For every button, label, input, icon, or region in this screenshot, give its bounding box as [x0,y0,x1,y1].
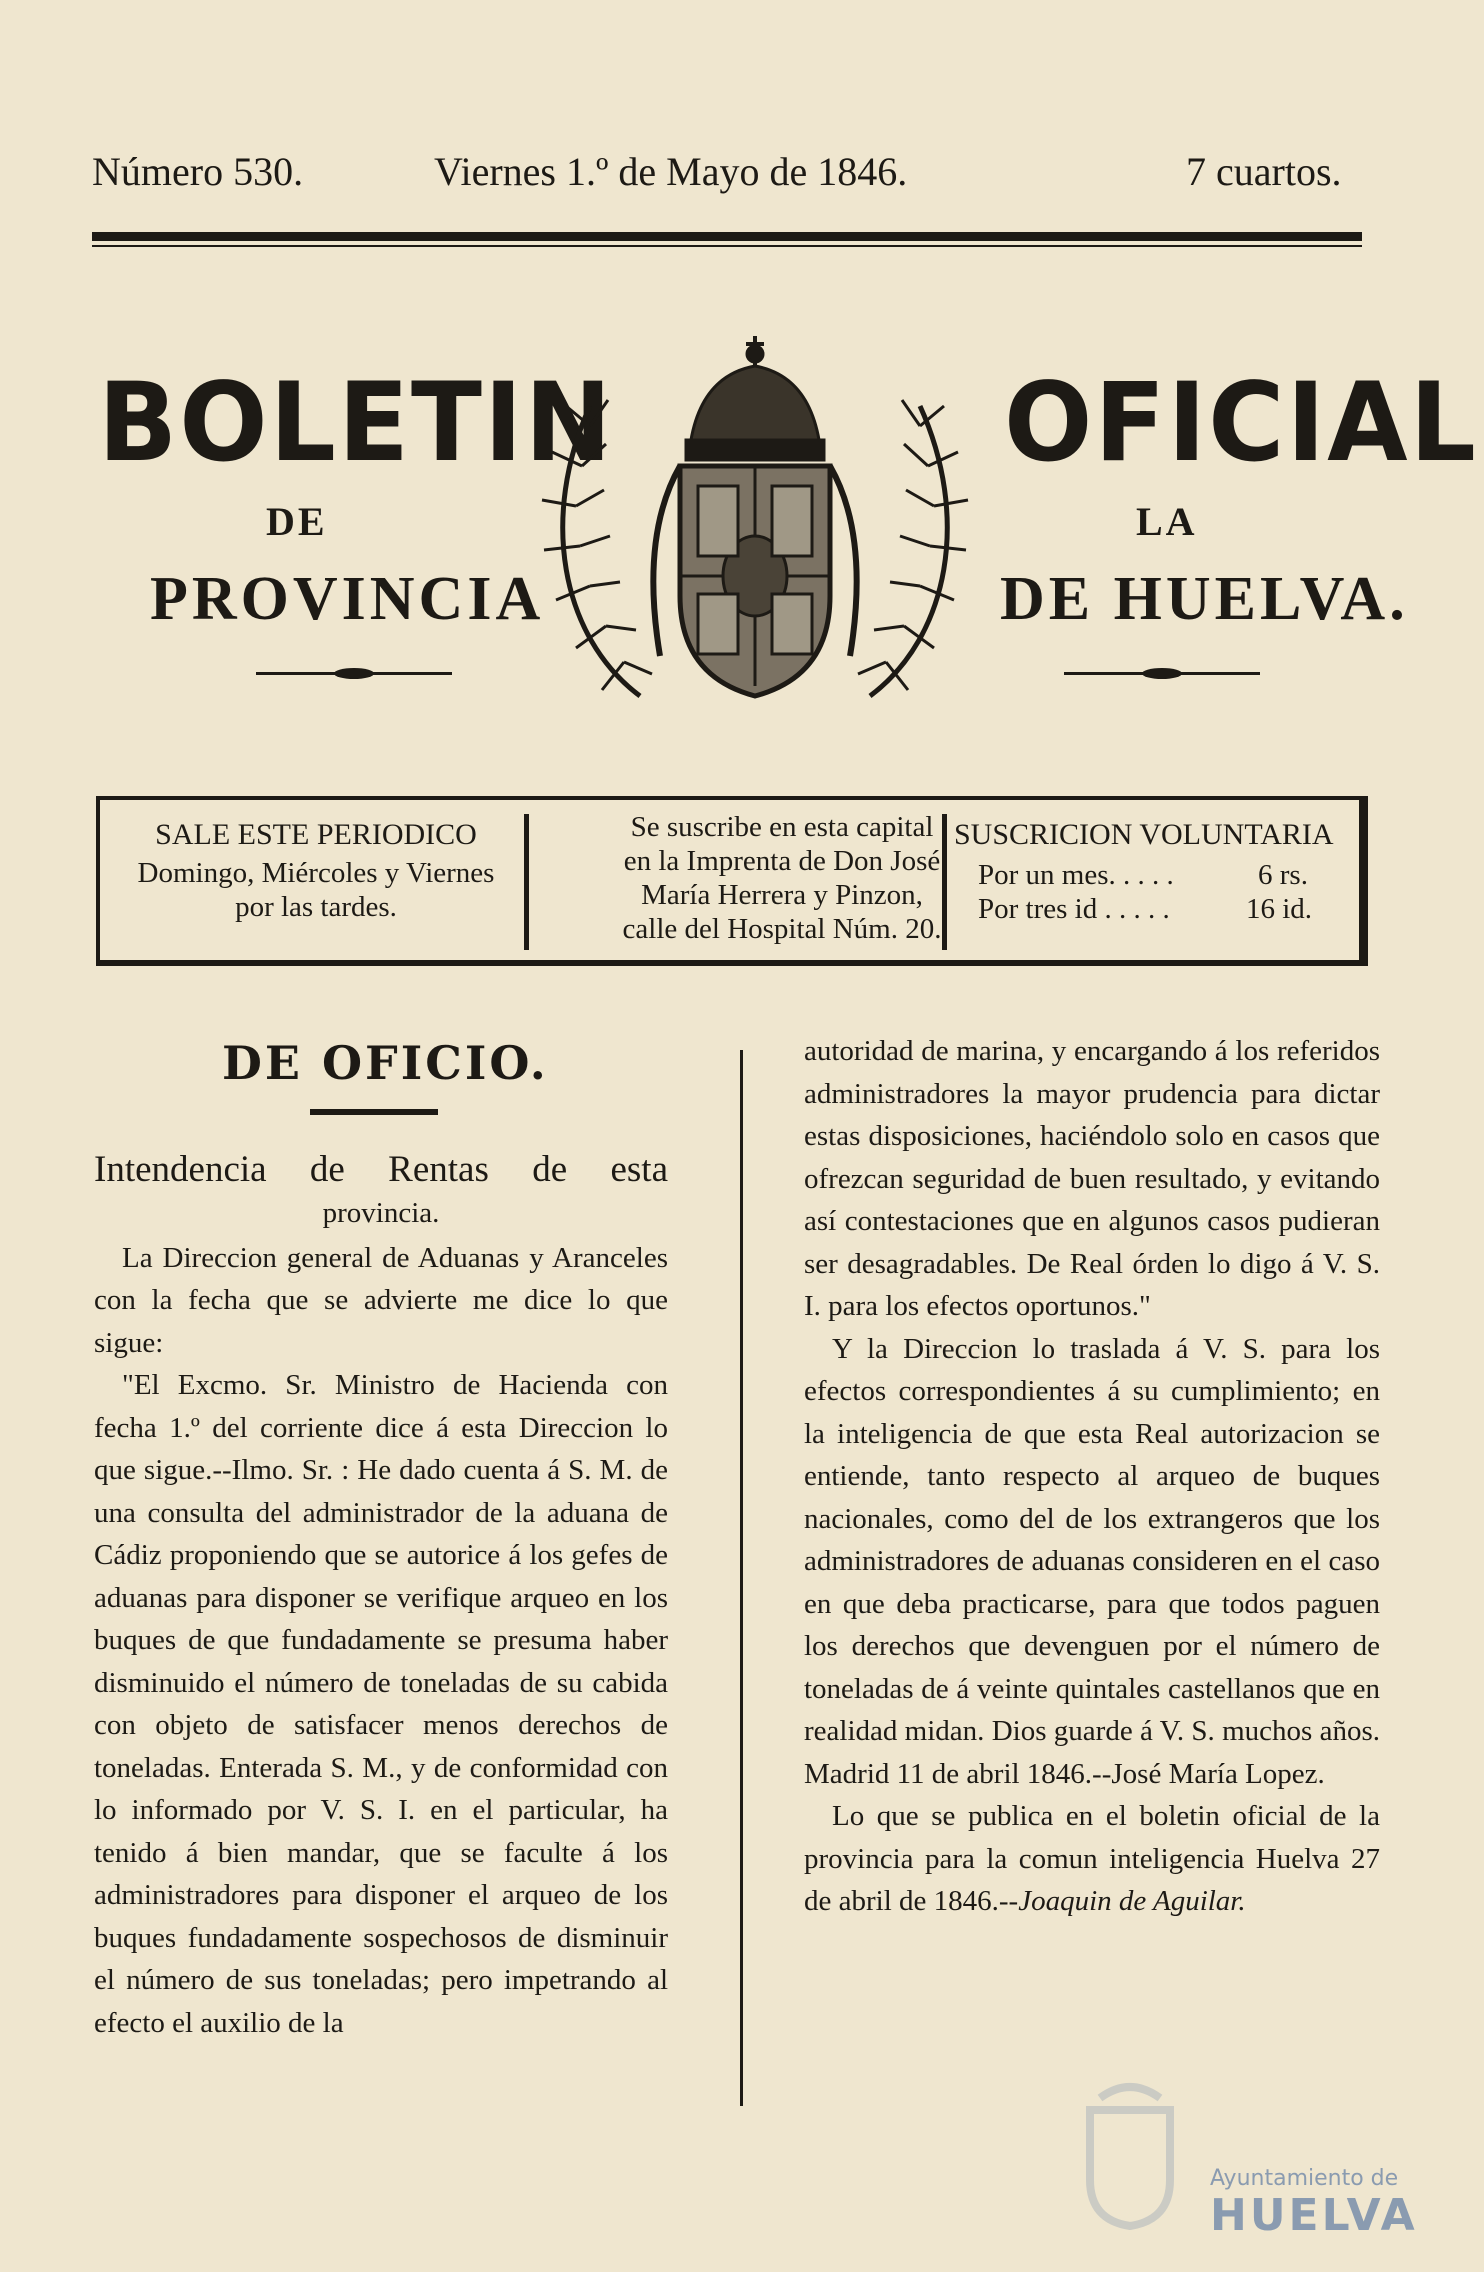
column-divider [740,1050,743,2106]
header-rule-thick [92,232,1362,241]
right-paragraph-3 [804,1795,1380,1923]
issue-price: 7 cuartos. [1186,149,1342,194]
schedule-time: por las tardes. [235,891,397,923]
masthead-de-huelva: DE HUELVA. [1000,565,1409,633]
subscribe-line-4: calle del Hospital Núm. 20. [622,913,942,945]
price-column [954,810,1358,926]
price-month-value: 6 rs. [1258,859,1308,891]
left-paragraph-2: "El Excmo. Sr. Ministro de Hacienda con fecha 1.º del corriente dice á esta Direccion lo que sigue.--Ilmo. Sr. : He dado cuenta á S. M. de una consulta del administrador de la aduana de Cádiz proponiendo que se autorice á los gefes de aduanas para disponer se verifique arqueo en los buques de que fundadamente se presuma haber disminuido el número de toneladas de su cabida con objeto de satisfacer menos derechos de toneladas. Enterada S. M., y de conformidad con lo informado por V. S. I. en el particular, ha tenido á bien mandar, que se faculte á los administradores para disponer el arqueo de los buques fundadamente sospechosos de disminuir el número de sus toneladas; pero impetrando al efecto el auxilio de la [94,1369,668,2039]
watermark-line-1: Ayuntamiento de [1210,2166,1399,2191]
issue-number: Número 530. [92,149,304,194]
price-three-value: 16 id. [1246,893,1313,925]
header-rule-thin [92,245,1362,247]
masthead-boletin: BOLETIN [98,357,614,487]
article-title-line-1: Intendencia de Rentas de esta [94,1149,668,1190]
signature: Joaquin de Aguilar. [1018,1885,1246,1917]
price-three-label: Por tres id . . . . . [978,893,1170,925]
masthead-de: DE [266,499,328,544]
masthead-ornament-left [256,672,452,675]
right-paragraph-2: Y la Direccion lo traslada á V. S. para los efectos correspondientes á su cumplimiento; en la inteligencia de que esta Real autorizacion se entiende, tanto respecto al arqueo de buques nacionales, como del de los extrangeros que los administradores de aduanas consideren en el caso en que deba practicarse, para que todos paguen los derechos que devenguen por el número de toneladas de á veinte quintales castellanos que en realidad midan. Dios guarde á V. S. muchos años. Madrid 11 de abril 1846.--José María Lopez. [804,1332,1380,1790]
price-title: SUSCRICION VOLUNTARIA [954,818,1334,851]
section-rule [310,1109,438,1115]
schedule-days: Domingo, Miércoles y Viernes [137,857,495,889]
box-separator-right [942,814,947,950]
masthead-la: LA [1136,499,1198,544]
left-paragraph-1: La Direccion general de Aduanas y Aranceles con la fecha que se advierte me dice lo que sigue: [94,1241,668,1359]
box-separator-left [524,814,529,950]
price-month-label: Por un mes. . . . . [978,859,1174,891]
masthead-provincia: PROVINCIA [150,565,545,633]
article-title-line-2: provincia. [322,1197,440,1229]
price-row-month [954,858,1358,892]
schedule-title: SALE ESTE PERIODICO [155,818,477,851]
issue-date: Viernes 1.º de Mayo de 1846. [434,149,908,194]
masthead-oficial: OFICIAL [1004,357,1478,487]
subscription-box [96,796,1368,966]
right-column [804,1030,1380,1923]
left-column [94,1148,668,2044]
subscribe-line-3: María Herrera y Pinzon, [641,879,923,911]
price-row-three-months [954,892,1358,926]
right-paragraph-3-text: Lo que se publica en el boletin oficial de la provincia para la comun inteligencia Huelva 27 de abril de 1846.-- [804,1800,1380,1917]
section-title: DE OFICIO. [222,1036,549,1090]
coat-of-arms-icon [520,336,990,712]
watermark-line-2: HUELVA [1210,2190,1418,2241]
schedule-column [110,818,522,924]
masthead-ornament-right [1064,672,1260,675]
subscribe-line-1: Se suscribe en esta capital [630,811,934,843]
right-paragraph-1: autoridad de marina, y encargando á los referidos administradores la mayor prudencia para dictar estas disposiciones, haciéndolo solo en casos que ofrezcan seguridad de buen resultado, y evitando así contestaciones que en algunos casos pudieran ser desagradables. De Real órden lo digo á V. S. I. para los efectos oportunos." [804,1035,1380,1322]
subscribe-line-2: en la Imprenta de Don José [623,845,941,877]
